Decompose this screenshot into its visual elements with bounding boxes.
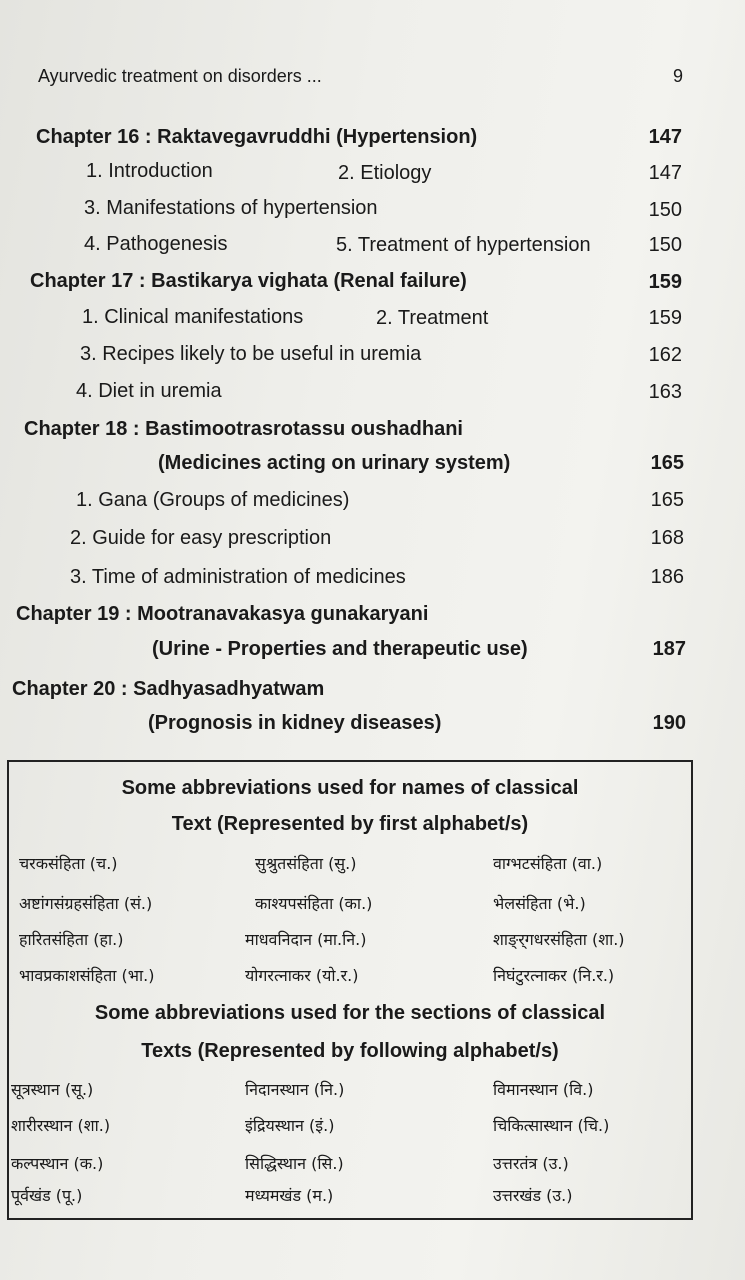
abbrev-item: सुश्रुतसंहिता (सु.)	[255, 854, 357, 873]
toc-item: 1. Clinical manifestations	[82, 306, 304, 328]
section-abbrev-item: पूर्वखंड (पू.)	[11, 1186, 83, 1205]
header-title: Ayurvedic treatment on disorders ...	[38, 66, 322, 86]
toc-item: 1. Introduction	[86, 160, 213, 182]
section-abbrev-item: इंद्रियस्थान (इं.)	[245, 1116, 335, 1135]
toc-item: 4. Diet in uremia	[76, 380, 222, 402]
header-page-number: 9	[672, 66, 683, 86]
chapter-20-page: 190	[652, 712, 686, 734]
abbrev-item: भावप्रकाशसंहिता (भा.)	[19, 966, 155, 985]
chapter-19-title: Chapter 19 : Mootranavakasya gunakaryani	[16, 603, 429, 625]
abbrev-item: शाङ्‍र्गधरसंहिता (शा.)	[493, 930, 625, 949]
toc-item: 2. Etiology	[338, 162, 432, 184]
section-abbrev-item: सिद्धिस्थान (सि.)	[245, 1154, 344, 1173]
toc-page: 163	[648, 381, 682, 403]
toc-item: 3. Recipes likely to be useful in uremia	[80, 343, 422, 365]
abbrev-item: हारितसंहिता (हा.)	[19, 930, 124, 949]
chapter-19-subtitle: (Urine - Properties and therapeutic use)	[152, 638, 528, 660]
abbrev-heading-4: Texts (Represented by following alphabet/s)	[141, 1040, 559, 1062]
abbrev-heading-3: Some abbreviations used for the sections of classical	[94, 1002, 606, 1024]
section-abbrev-item: सूत्रस्थान (सू.)	[11, 1080, 94, 1099]
section-abbrev-item: उत्तरखंड (उ.)	[493, 1186, 573, 1205]
chapter-18-title: Chapter 18 : Bastimootrasrotassu oushadhani	[24, 418, 463, 440]
section-abbrev-item: कल्पस्थान (क.)	[11, 1154, 104, 1173]
chapter-20-subtitle: (Prognosis in kidney diseases)	[148, 712, 442, 734]
toc-item: 1. Gana (Groups of medicines)	[76, 489, 350, 511]
running-header	[38, 66, 683, 87]
toc-page: 150	[648, 234, 682, 256]
section-abbrev-item: निदानस्थान (नि.)	[245, 1080, 345, 1099]
abbrev-item: योगरत्नाकर (यो.र.)	[245, 966, 359, 985]
toc-page: 150	[648, 199, 682, 221]
toc-page: 186	[650, 566, 684, 588]
toc-page: 162	[648, 344, 682, 366]
toc-item: 5. Treatment of hypertension	[336, 234, 591, 256]
abbrev-item: निघंटुरत्नाकर (नि.र.)	[493, 966, 615, 985]
abbrev-item: अष्टांगसंग्रहसंहिता (सं.)	[19, 894, 153, 913]
chapter-16-page: 147	[648, 126, 682, 148]
chapter-18-subtitle: (Medicines acting on urinary system)	[158, 452, 511, 474]
section-abbrev-item: उत्तरतंत्र (उ.)	[493, 1154, 569, 1173]
chapter-19-page: 187	[652, 638, 686, 660]
abbrev-heading-2: Text (Represented by first alphabet/s)	[171, 813, 529, 835]
toc-item: 3. Time of administration of medicines	[70, 566, 406, 588]
section-abbrev-item: विमानस्थान (वि.)	[493, 1080, 594, 1099]
toc-page: 159	[648, 307, 682, 329]
abbrev-heading-1: Some abbreviations used for names of classical	[121, 777, 579, 799]
toc-item: 2. Guide for easy prescription	[70, 527, 332, 549]
chapter-18-page: 165	[650, 452, 684, 474]
toc-item: 4. Pathogenesis	[84, 233, 228, 255]
chapter-17-page: 159	[648, 271, 682, 293]
abbrev-item: भेलसंहिता (भे.)	[493, 894, 586, 913]
section-abbrev-item: शारीरस्थान (शा.)	[11, 1116, 111, 1135]
abbrev-item: काश्यपसंहिता (का.)	[255, 894, 373, 913]
abbrev-item: चरकसंहिता (च.)	[19, 854, 118, 873]
abbreviations-box	[7, 760, 693, 1220]
toc-page: 147	[648, 162, 682, 184]
toc-page: 168	[650, 527, 684, 549]
chapter-16-title: Chapter 16 : Raktavegavruddhi (Hypertension)	[36, 126, 478, 148]
toc-page: 165	[650, 489, 684, 511]
abbrev-item: माधवनिदान (मा.नि.)	[245, 930, 367, 949]
toc-item: 2. Treatment	[376, 307, 489, 329]
toc-item: 3. Manifestations of hypertension	[84, 197, 378, 219]
section-abbrev-item: मध्यमखंड (म.)	[245, 1186, 334, 1205]
chapter-20-title: Chapter 20 : Sadhyasadhyatwam	[12, 678, 325, 700]
chapter-17-title: Chapter 17 : Bastikarya vighata (Renal failure)	[30, 270, 467, 292]
section-abbrev-item: चिकित्सास्थान (चि.)	[493, 1116, 610, 1135]
abbrev-item: वाग्भटसंहिता (वा.)	[493, 854, 603, 873]
